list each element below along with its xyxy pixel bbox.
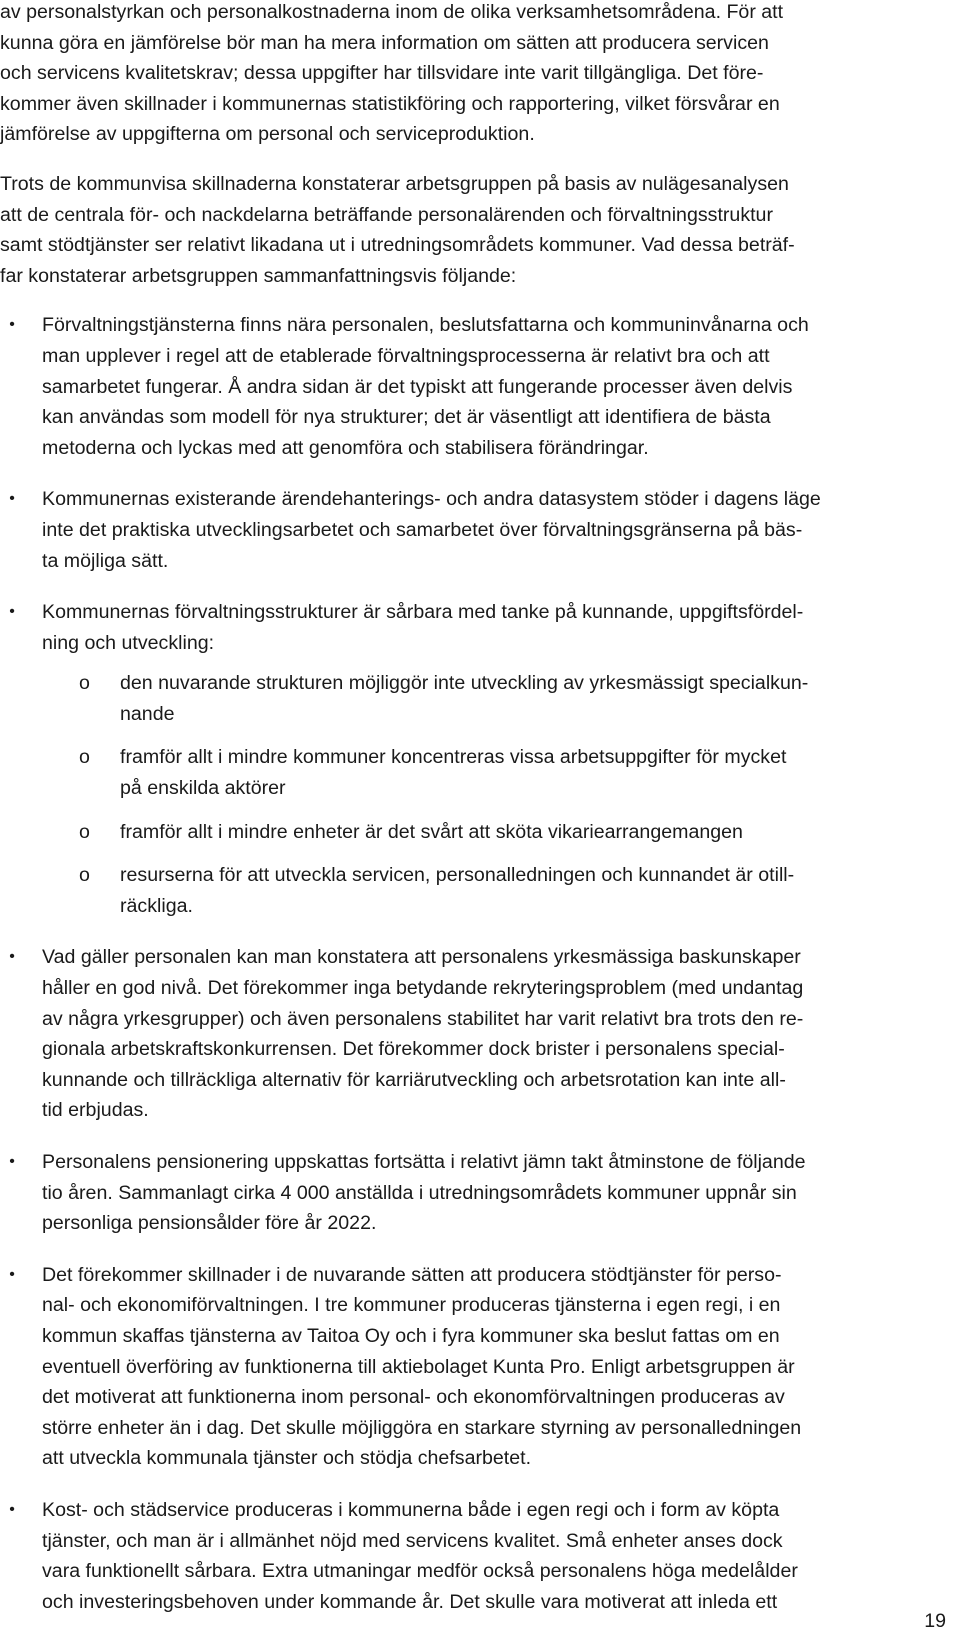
text-line: eventuell överföring av funktionerna till aktiebolaget Kunta Pro. Enligt arbetsgruppen är: [42, 1355, 795, 1378]
text-line: vara funktionellt sårbara. Extra utmaningar medför också personalens höga medelålder: [42, 1560, 798, 1583]
sub-list-item: [42, 668, 948, 729]
sub-item-text: [120, 742, 948, 803]
text-line: Vad gäller personalen kan man konstatera att personalens yrkesmässiga baskunskaper: [42, 946, 801, 969]
text-line: Kommunernas existerande ärendehanterings- och andra datasystem stöder i dagens läge: [42, 488, 821, 511]
text-line: kunna göra en jämförelse bör man ha mera information om sätten att producera servicen: [0, 31, 769, 54]
sub-bullet-marker: o: [79, 864, 90, 887]
text-line: ning och utveckling:: [42, 631, 215, 654]
sub-item-text: [120, 668, 948, 729]
bullet-text: [42, 597, 948, 658]
text-line: Personalens pensionering uppskattas fortsätta i relativt jämn takt åtminstone de följande: [42, 1151, 806, 1173]
bullet-marker: •: [9, 316, 15, 334]
text-line: metoderna och lyckas med att genomföra och stabilisera förändringar.: [42, 436, 649, 459]
text-line: samarbetet fungerar. Å andra sidan är det typiskt att fungerande processer även delvis: [42, 375, 793, 398]
bullet-text: [42, 1260, 948, 1474]
bullet-text: [42, 942, 948, 1126]
sub-bullet-marker: o: [79, 746, 90, 769]
text-line: av personalstyrkan och personalkostnaderna inom de olika verksamhetsområdena. För att: [0, 1, 784, 23]
text-line: kommun skaffas tjänsterna av Taitoa Oy och i fyra kommuner ska beslut fattas om en: [42, 1324, 780, 1347]
text-line: Kommunernas förvaltningsstrukturer är sårbara med tanke på kunnande, uppgiftsfördel-: [42, 601, 804, 624]
text-line: personliga pensionsålder före år 2022.: [42, 1212, 377, 1235]
bullet-text: [42, 484, 948, 576]
bullet-item: [0, 310, 948, 463]
text-line: på enskilda aktörer: [120, 777, 286, 800]
summary-intro-paragraph: [0, 169, 948, 291]
bullet-item: [0, 942, 948, 1126]
bullet-text: [42, 1495, 948, 1617]
text-line: den nuvarande strukturen möjliggör inte utveckling av yrkesmässigt specialkun-: [120, 672, 809, 695]
text-line: att de centrala för- och nackdelarna beträffande personalärenden och förvaltningsstruktur: [0, 203, 773, 226]
text-line: jämförelse av uppgifterna om personal och serviceproduktion.: [0, 123, 535, 146]
text-line: gionala arbetskraftskonkurrensen. Det förekommer dock brister i personalens special-: [42, 1038, 785, 1061]
text-line: framför allt i mindre enheter är det svårt att sköta vikariearrangemangen: [120, 820, 743, 843]
text-line: av några yrkesgrupper) och även personalens stabilitet har varit relativt bra trots den re-: [42, 1007, 804, 1030]
page-number: 19: [924, 1610, 946, 1633]
bullet-item: [0, 597, 948, 921]
text-line: far konstaterar arbetsgruppen sammanfattningsvis följande:: [0, 264, 517, 287]
bullet-marker: •: [9, 1500, 15, 1518]
text-line: kan användas som modell för nya strukturer; det är väsentligt att identifiera de bästa: [42, 406, 771, 429]
text-line: ta möjliga sätt.: [42, 549, 169, 572]
text-line: resurserna för att utveckla servicen, personalledningen och kunnandet är otill-: [120, 864, 795, 887]
bullet-item: [0, 1495, 948, 1617]
sub-list-item: [42, 860, 948, 921]
text-line: Kost- och städservice produceras i kommunerna både i egen regi och i form av köpta: [42, 1498, 780, 1521]
bullet-item: [0, 1147, 948, 1239]
findings-list: [0, 310, 948, 1617]
text-line: framför allt i mindre kommuner koncentreras vissa arbetsuppgifter för mycket: [120, 746, 787, 769]
text-line: och servicens kvalitetskrav; dessa uppgifter har tillsvidare inte varit tillgängliga. Det före-: [0, 62, 764, 85]
text-line: nande: [120, 702, 175, 725]
sub-list-item: [42, 742, 948, 803]
text-line: kunnande och tillräckliga alternativ för karriärutveckling och arbetsrotation kan inte all-: [42, 1068, 786, 1091]
text-line: Förvaltningstjänsterna finns nära personalen, beslutsfattarna och kommuninvånarna och: [42, 314, 809, 337]
text-line: och investeringsbehoven under kommande år. Det skulle vara motiverat att inleda ett: [42, 1590, 778, 1613]
bullet-marker: •: [9, 603, 15, 621]
text-line: att utveckla kommunala tjänster och stödja chefsarbetet.: [42, 1447, 532, 1470]
sub-item-text: [120, 860, 948, 921]
bullet-marker: •: [9, 1265, 15, 1283]
text-line: man upplever i regel att de etablerade förvaltningsprocesserna är relativt bra och att: [42, 344, 770, 367]
sub-bullet-marker: o: [79, 820, 90, 843]
bullet-marker: •: [9, 948, 15, 966]
bullet-marker: •: [9, 1153, 15, 1170]
text-line: kommer även skillnader i kommunernas statistikföring och rapportering, vilket försvårar en: [0, 92, 780, 115]
text-line: Trots de kommunvisa skillnaderna konstaterar arbetsgruppen på basis av nulägesanalysen: [0, 172, 789, 195]
sub-item-text: [120, 817, 948, 848]
text-line: det motiverat att funktionerna inom personal- och ekonomförvaltningen produceras av: [42, 1386, 785, 1409]
text-line: större enheter än i dag. Det skulle möjliggöra en starkare styrning av personalledningen: [42, 1416, 802, 1439]
sub-bullet-marker: o: [79, 672, 90, 695]
bullet-item: [0, 1260, 948, 1474]
text-line: räckliga.: [120, 894, 193, 917]
text-line: tid erbjudas.: [42, 1099, 149, 1122]
bullet-text: [42, 1147, 948, 1239]
text-line: tio åren. Sammanlagt cirka 4 000 anställda i utredningsområdets kommuner uppnår sin: [42, 1181, 797, 1204]
text-line: håller en god nivå. Det förekommer inga betydande rekryteringsproblem (med undantag: [42, 977, 804, 1000]
text-line: Det förekommer skillnader i de nuvarande sätten att producera stödtjänster för perso-: [42, 1263, 782, 1286]
bullet-text: [42, 310, 948, 463]
text-line: tjänster, och man är i allmänhet nöjd med servicens kvalitet. Små enheter anses dock: [42, 1529, 783, 1552]
bullet-item: [0, 484, 948, 576]
text-line: nal- och ekonomiförvaltningen. I tre kommuner produceras tjänsterna i egen regi, i en: [42, 1294, 781, 1317]
text-line: samt stödtjänster ser relativt likadana ut i utredningsområdets kommuner. Vad dessa beträf-: [0, 234, 795, 257]
sub-list-item: [42, 817, 948, 848]
bullet-marker: •: [9, 490, 15, 508]
sub-list: [42, 668, 948, 921]
intro-paragraph: [0, 0, 948, 150]
text-line: inte det praktiska utvecklingsarbetet och samarbetet över förvaltningsgränserna på bäs-: [42, 518, 803, 541]
